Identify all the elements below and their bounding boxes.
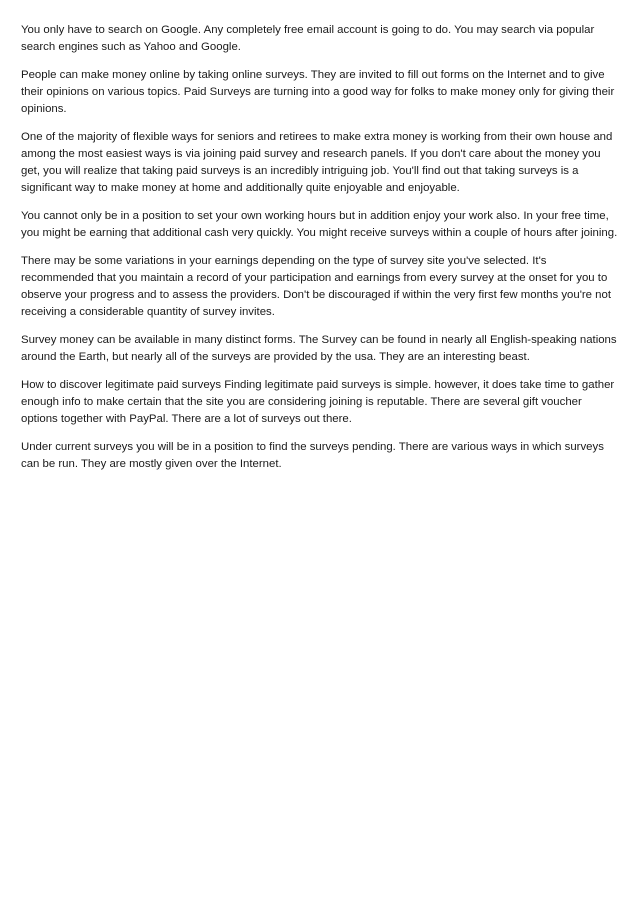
paragraph: You cannot only be in a position to set your own working hours but in addition enjoy your work also. In your free time, you might be earning that additional cash very quickly. You might receive surveys within a couple of hours after joining. [21, 209, 618, 239]
paragraph: People can make money online by taking online surveys. They are invited to fill out forms on the Internet and to give their opinions on various topics. Paid Surveys are turning into a good way for folks to make money only for giving their opinions. [21, 69, 615, 115]
document-page [21, 22, 619, 484]
paragraph: How to discover legitimate paid surveys Finding legitimate paid surveys is simple. however, it does take time to gather enough info to make certain that the site you are considering joining is reputable. There are several gift voucher options together with PayPal. There are a lot of surveys out there. [21, 379, 615, 425]
paragraph: There may be some variations in your earnings depending on the type of survey site you've selected. It's recommended that you maintain a record of your participation and earnings from every survey at the onset for you to observe your progress and to assess the providers. Don't be discouraged if within the very first few months you're not receiving a considerable quantity of survey invites. [21, 255, 611, 318]
paragraph: One of the majority of flexible ways for seniors and retirees to make extra money is working from their own house and among the most easiest ways is via joining paid survey and research panels. If you don't care about the money you get, you will realize that taking paid surveys is an incredibly intriguing job. You'll find out that taking surveys is a significant way to make money at home and additionally quite enjoyable and enjoyable. [21, 131, 613, 194]
paragraph: Under current surveys you will be in a position to find the surveys pending. There are various ways in which surveys can be run. They are mostly given over the Internet. [21, 441, 604, 470]
paragraph: You only have to search on Google. Any completely free email account is going to do. You may search via popular search engines such as Yahoo and Google. [21, 24, 595, 53]
paragraph: Survey money can be available in many distinct forms. The Survey can be found in nearly all English-speaking nations around the Earth, but nearly all of the surveys are provided by the usa. They are an interesting beast. [21, 333, 617, 363]
